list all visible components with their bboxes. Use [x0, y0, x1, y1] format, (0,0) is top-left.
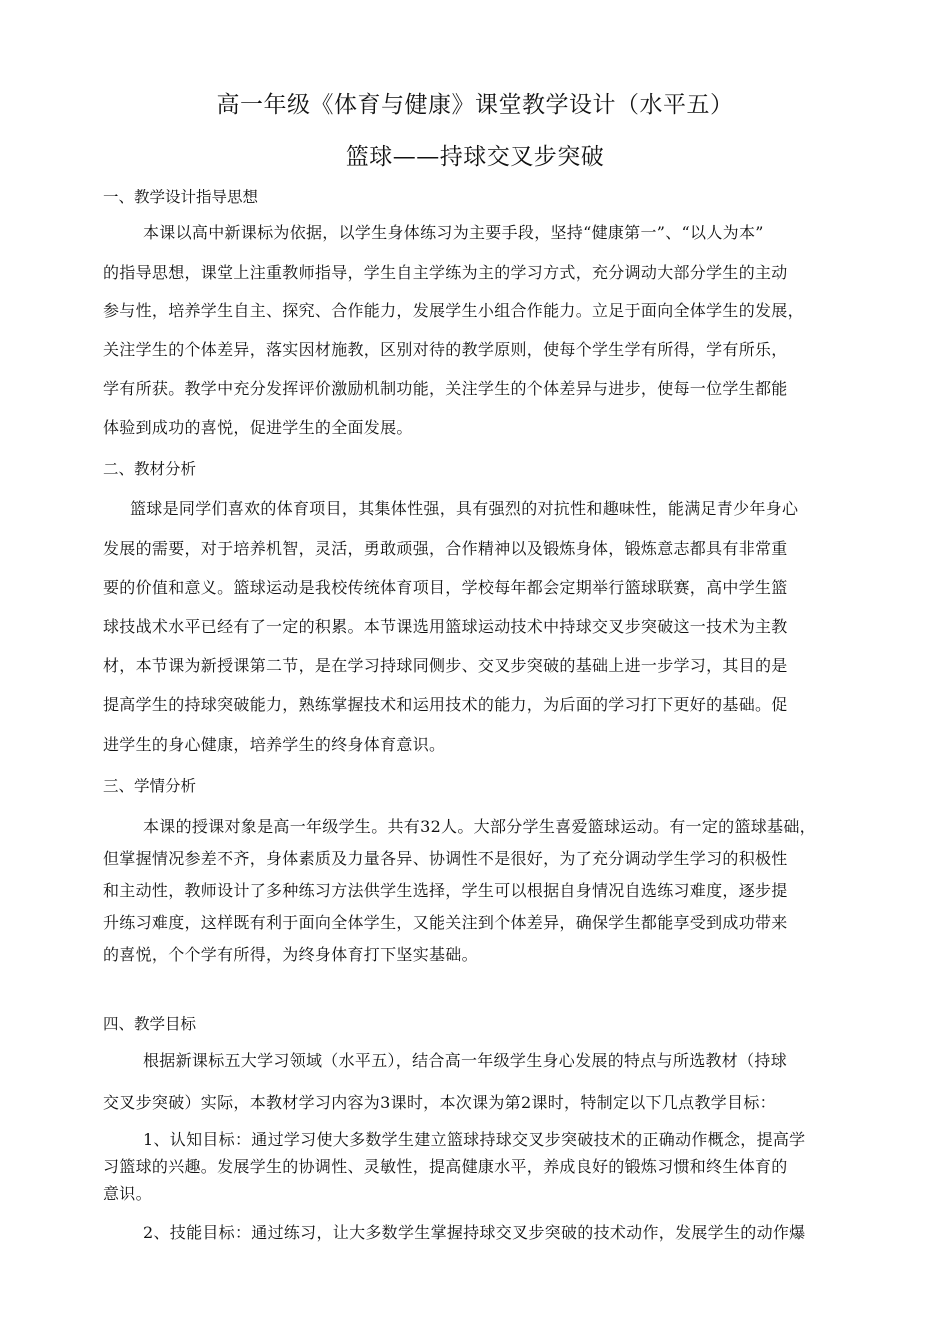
document-subtitle: 篮球——持球交叉步突破 — [345, 144, 605, 170]
paragraph-line: 1、认知目标：通过学习使大多数学生建立篮球持球交叉步突破技术的正确动作概念，提高学 — [143, 1130, 806, 1149]
paragraph-line: 的喜悦，个个学有所得，为终身体育打下坚实基础。 — [103, 945, 478, 964]
document-title: 高一年级《体育与健康》课堂教学设计（水平五） — [216, 92, 734, 118]
paragraph-line: 根据新课标五大学习领域（水平五），结合高一年级学生身心发展的特点与所选教材（持球 — [143, 1051, 788, 1070]
paragraph-line: 关注学生的个体差异，落实因材施教，区别对待的教学原则，使每个学生学有所得，学有所乐， — [103, 340, 788, 359]
paragraph-line: 进学生的身心健康，培养学生的终身体育意识。 — [103, 735, 446, 754]
paragraph-line: 2、技能目标：通过练习，让大多数学生掌握持球交叉步突破的技术动作，发展学生的动作爆 — [143, 1223, 806, 1242]
paragraph-line: 习篮球的兴趣。发展学生的协调性、灵敏性，提高健康水平，养成良好的锻炼习惯和终生体育的 — [103, 1157, 788, 1176]
paragraph-line: 的指导思想，课堂上注重教师指导，学生自主学练为主的学习方式，充分调动大部分学生的主动 — [103, 263, 788, 282]
paragraph-line: 发展的需要，对于培养机智，灵活，勇敢顽强，合作精神以及锻炼身体，锻炼意志都具有非常重 — [103, 539, 788, 558]
paragraph-line: 球技战术水平已经有了一定的积累。本节课选用篮球运动技术中持球交叉步突破这一技术为主教 — [103, 617, 788, 636]
section-heading-guiding-idea: 一、教学设计指导思想 — [103, 188, 259, 206]
section-heading-student-analysis: 三、学情分析 — [103, 777, 197, 795]
paragraph-line: 和主动性，教师设计了多种练习方法供学生选择，学生可以根据自身情况自选练习难度，逐步提 — [103, 881, 788, 900]
paragraph-line: 提高学生的持球突破能力，熟练掌握技术和运用技术的能力，为后面的学习打下更好的基础。促 — [103, 695, 788, 714]
paragraph-line: 篮球是同学们喜欢的体育项目，其集体性强，具有强烈的对抗性和趣味性，能满足青少年身心 — [130, 499, 799, 518]
paragraph-line: 要的价值和意义。篮球运动是我校传统体育项目，学校每年都会定期举行篮球联赛，高中学生篮 — [103, 578, 788, 597]
paragraph-line: 但掌握情况参差不齐，身体素质及力量各异、协调性不是很好，为了充分调动学生学习的积极性 — [103, 849, 788, 868]
paragraph-line: 交叉步突破）实际，本教材学习内容为3课时，本次课为第2课时，特制定以下几点教学目标： — [103, 1093, 776, 1112]
paragraph-line: 参与性，培养学生自主、探究、合作能力，发展学生小组合作能力。立足于面向全体学生的发展， — [103, 301, 804, 320]
paragraph-line: 材，本节课为新授课第二节，是在学习持球同侧步、交叉步突破的基础上进一步学习，其目的是 — [103, 656, 788, 675]
paragraph-line: 学有所获。教学中充分发挥评价激励机制功能，关注学生的个体差异与进步，使每一位学生都能 — [103, 379, 788, 398]
section-heading-material-analysis: 二、教材分析 — [103, 460, 197, 478]
section-heading-teaching-goals: 四、教学目标 — [103, 1015, 197, 1033]
paragraph-line: 体验到成功的喜悦，促进学生的全面发展。 — [103, 418, 413, 437]
paragraph-line: 本课以高中新课标为依据，以学生身体练习为主要手段，坚持“健康第一”、“以人为本” — [143, 223, 764, 242]
paragraph-line: 本课的授课对象是高一年级学生。共有32人。大部分学生喜爱篮球运动。有一定的篮球基础， — [143, 817, 816, 836]
paragraph-line: 升练习难度，这样既有利于面向全体学生，又能关注到个体差异，确保学生都能享受到成功带来 — [103, 913, 788, 932]
paragraph-line: 意识。 — [103, 1184, 152, 1203]
